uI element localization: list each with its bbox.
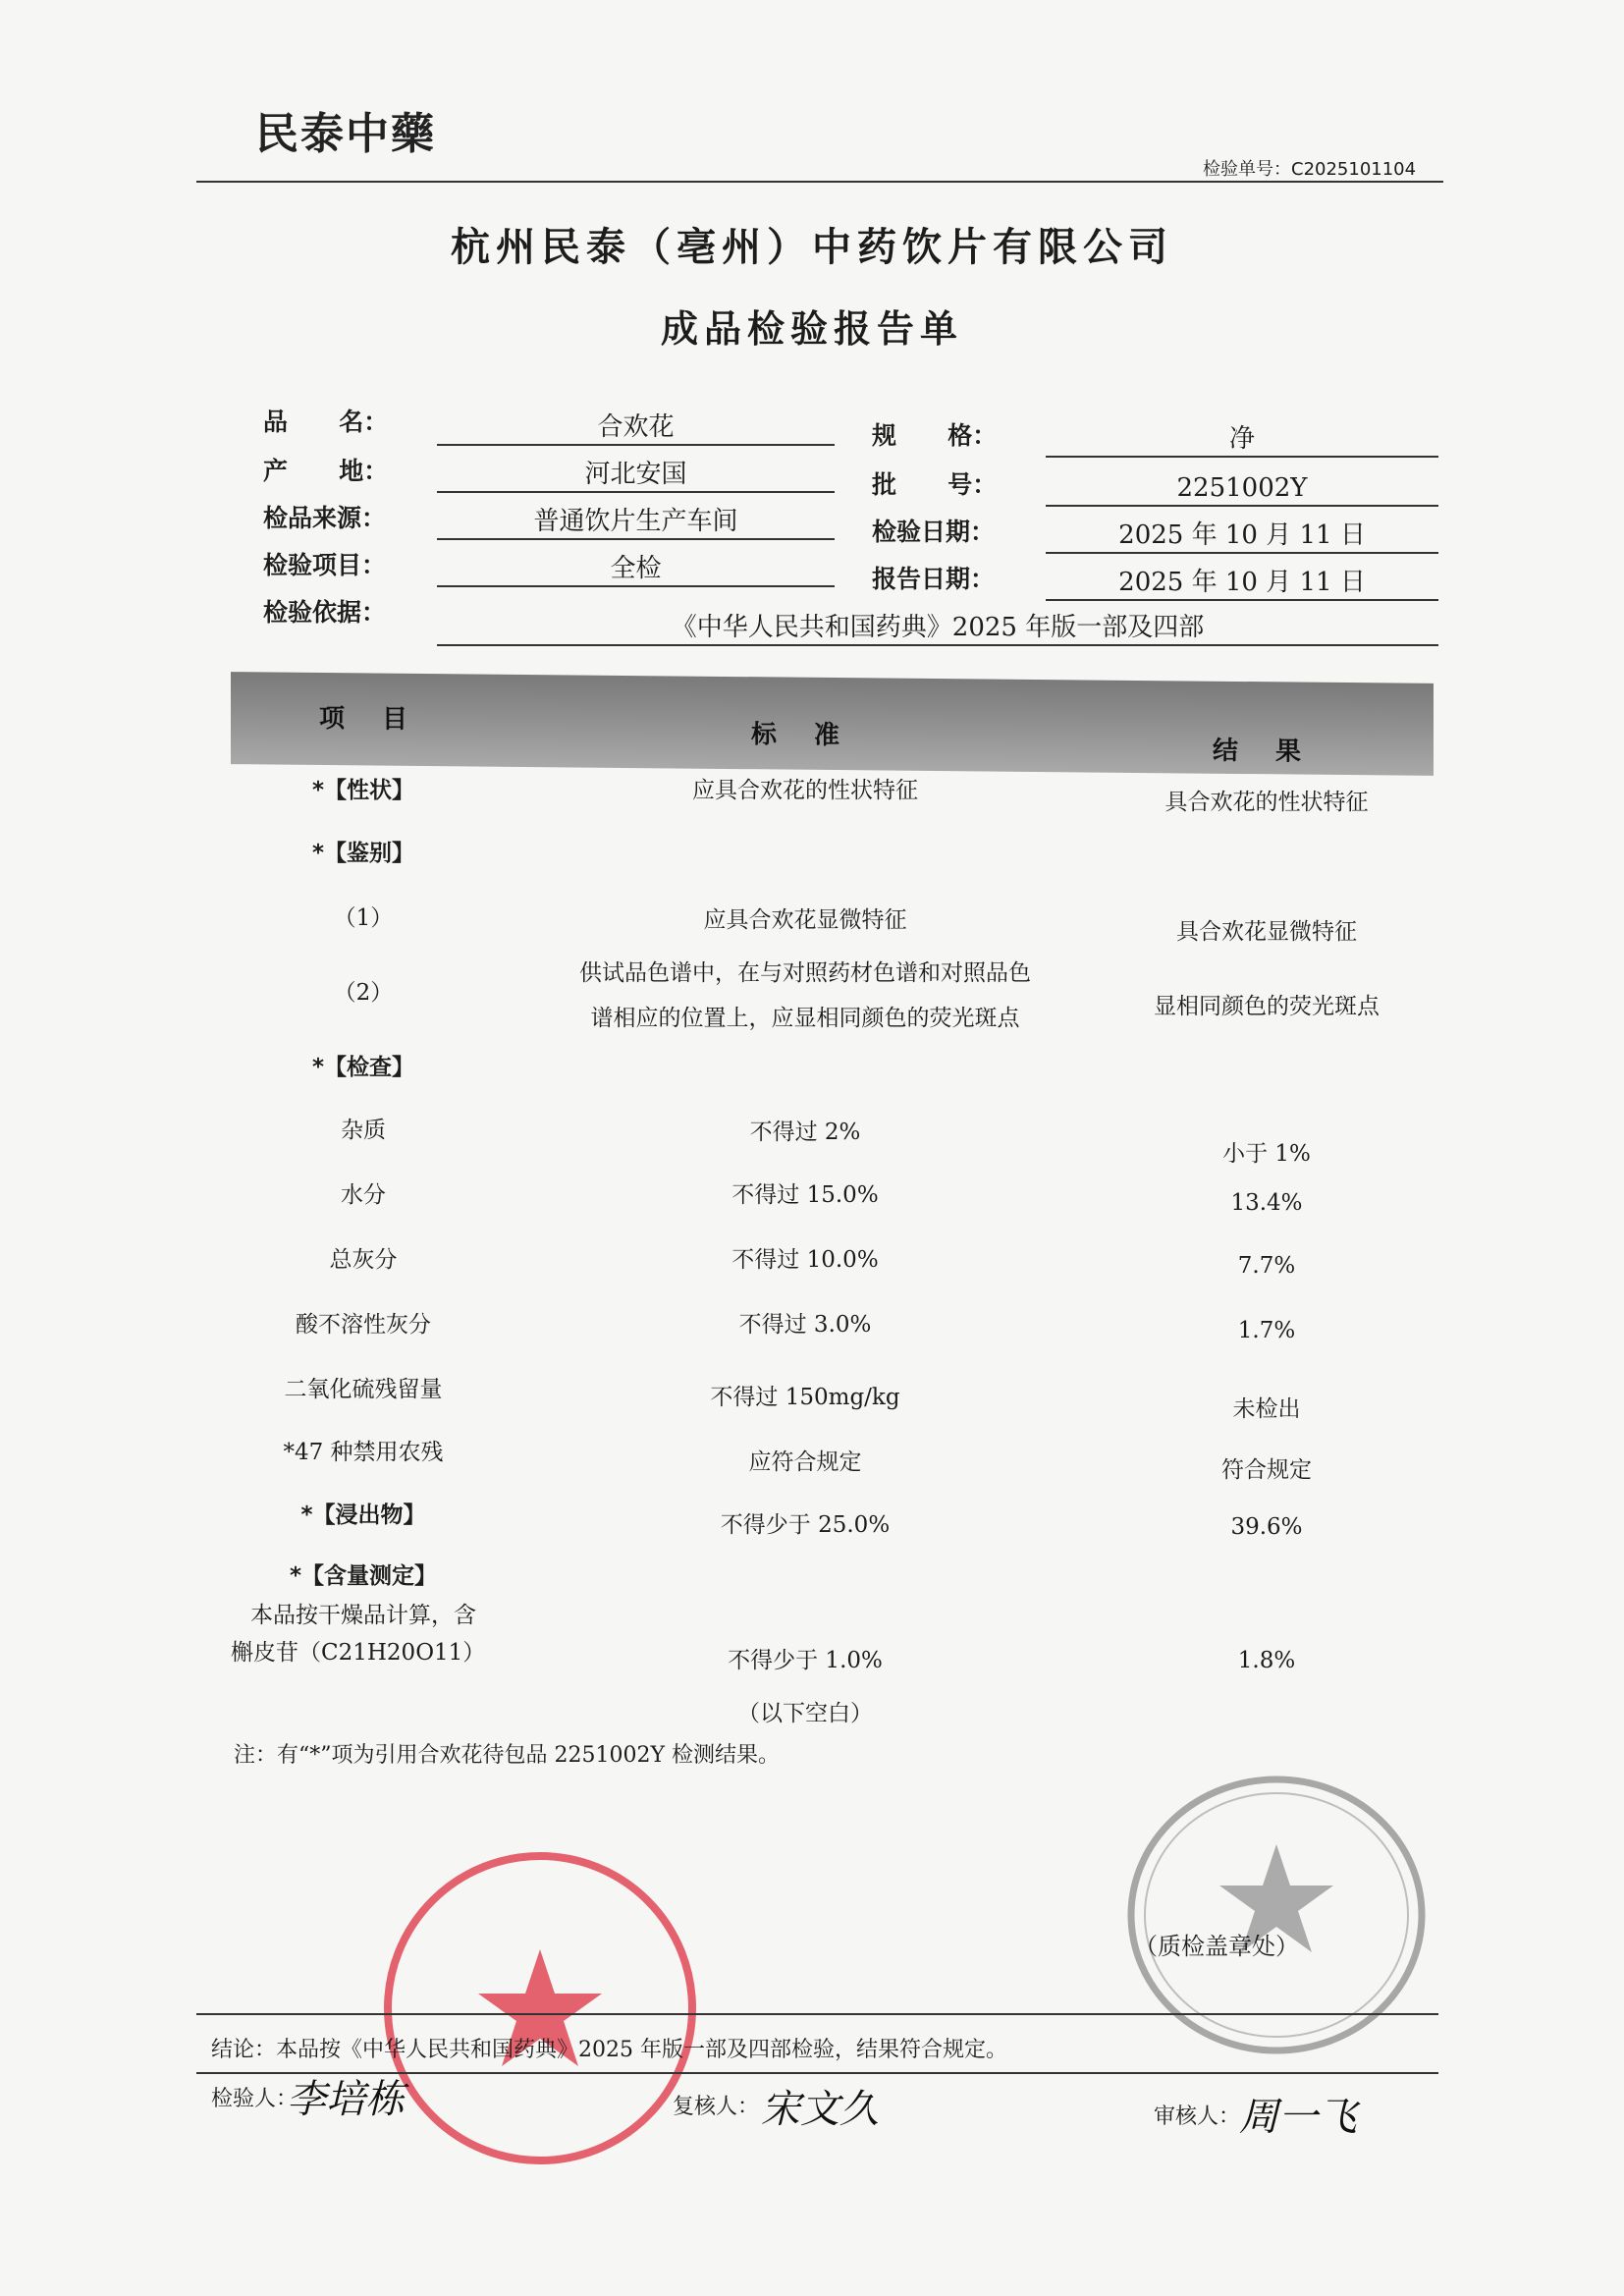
row-item-line2: 槲皮苷（C21H20O11） — [231, 1640, 486, 1666]
row-standard: 不得过 15.0% — [731, 1182, 879, 1208]
source-field: 普通饮片生产车间 — [437, 505, 835, 540]
row-result: 1.8% — [1237, 1648, 1296, 1673]
header-rule — [196, 181, 1443, 183]
row-result: 未检出 — [1232, 1396, 1301, 1422]
row-result: 7.7% — [1237, 1253, 1296, 1279]
row-standard: 供试品色谱中，在与对照药材色谱和对照品色 — [579, 960, 1031, 986]
row-standard: 应具合欢花显微特征 — [703, 907, 907, 933]
stamp-area-label: （质检盖章处） — [1134, 1933, 1299, 1960]
row-standard: 不得少于 1.0% — [728, 1648, 883, 1673]
name-label: 品 名： — [263, 408, 389, 436]
row-item: 水分 — [341, 1182, 386, 1208]
inspector-label: 检验人： — [211, 2087, 298, 2111]
row-standard: 不得过 150mg/kg — [710, 1385, 900, 1410]
bottom-rule — [196, 2013, 1438, 2015]
report-number: 检验单号：C2025101104 — [1203, 159, 1417, 180]
header-result: 结果 — [1213, 736, 1339, 767]
row-result: 小于 1% — [1222, 1141, 1311, 1167]
row-result: 显相同颜色的荧光斑点 — [1154, 994, 1380, 1019]
header-standard: 标准 — [751, 720, 878, 751]
header-item: 项目 — [319, 703, 446, 736]
report-date-label: 报告日期： — [872, 565, 996, 593]
spec-field: 净 — [1046, 422, 1438, 458]
report-date-field: 2025 年 10 月 11 日 — [1046, 566, 1438, 601]
item-field: 全检 — [437, 552, 835, 587]
basis-field: 《中华人民共和国药典》2025 年版一部及四部 — [437, 611, 1438, 646]
row-item: 本品按干燥品计算，含 — [250, 1603, 476, 1628]
footnote: 注：有“*”项为引用合欢花待包品 2251002Y 检测结果。 — [234, 1743, 780, 1768]
reviewer-signature: 宋文久 — [761, 2087, 879, 2132]
row-standard: 不得过 10.0% — [731, 1247, 879, 1273]
row-item: 酸不溶性灰分 — [296, 1312, 431, 1338]
blank-note: （以下空白） — [737, 1701, 873, 1726]
row-item: 杂质 — [341, 1118, 386, 1143]
test-date-label: 检验日期： — [872, 518, 996, 546]
quality-stamp — [378, 1846, 702, 2170]
source-label: 检品来源： — [263, 504, 387, 532]
origin-label: 产 地： — [263, 457, 389, 485]
inspector-signature: 李培栋 — [287, 2077, 405, 2122]
row-item: *【浸出物】 — [300, 1503, 426, 1528]
report-title: 成品检验报告单 — [660, 307, 963, 351]
spec-label: 规 格： — [872, 421, 998, 450]
batch-field: 2251002Y — [1046, 471, 1438, 507]
row-item: （1） — [333, 905, 394, 931]
approver-signature: 周一飞 — [1239, 2095, 1357, 2140]
table-header — [231, 672, 1434, 776]
qc-stamp — [1119, 1768, 1434, 2062]
row-standard: 不得少于 25.0% — [720, 1512, 891, 1538]
row-item: 二氧化硫残留量 — [284, 1377, 443, 1402]
row-standard: 应具合欢花的性状特征 — [692, 778, 918, 803]
row-item: *47 种禁用农残 — [283, 1440, 444, 1465]
row-item: *【含量测定】 — [289, 1563, 438, 1589]
basis-label: 检验依据： — [263, 598, 387, 627]
row-item: （2） — [333, 980, 394, 1006]
row-result: 39.6% — [1230, 1514, 1303, 1540]
row-item: *【检查】 — [311, 1055, 415, 1080]
row-standard: 应符合规定 — [748, 1449, 862, 1475]
test-date-field: 2025 年 10 月 11 日 — [1046, 519, 1438, 554]
approver-label: 审核人： — [1154, 2105, 1241, 2129]
row-result: 1.7% — [1237, 1318, 1296, 1343]
row-item: *【鉴别】 — [311, 841, 415, 866]
row-item: 总灰分 — [329, 1247, 398, 1273]
company-logo: 民泰中藥 — [255, 109, 436, 159]
row-item: *【性状】 — [311, 778, 415, 803]
conclusion: 结论：本品按《中华人民共和国药典》2025 年版一部及四部检验，结果符合规定。 — [211, 2038, 1007, 2062]
reviewer-label: 复核人： — [673, 2095, 760, 2119]
batch-label: 批 号： — [872, 470, 998, 499]
row-result: 符合规定 — [1221, 1457, 1312, 1483]
row-result: 具合欢花的性状特征 — [1164, 790, 1369, 815]
row-standard: 不得过 2% — [749, 1120, 861, 1145]
row-standard-line2: 谱相应的位置上，应显相同颜色的荧光斑点 — [590, 1006, 1020, 1031]
row-standard: 不得过 3.0% — [738, 1312, 872, 1338]
origin-field: 河北安国 — [437, 458, 835, 493]
company-name: 杭州民泰（亳州）中药饮片有限公司 — [451, 225, 1173, 270]
item-label: 检验项目： — [263, 551, 387, 579]
name-field: 合欢花 — [437, 410, 835, 446]
row-result: 具合欢花显微特征 — [1176, 919, 1357, 945]
row-result: 13.4% — [1230, 1190, 1303, 1216]
